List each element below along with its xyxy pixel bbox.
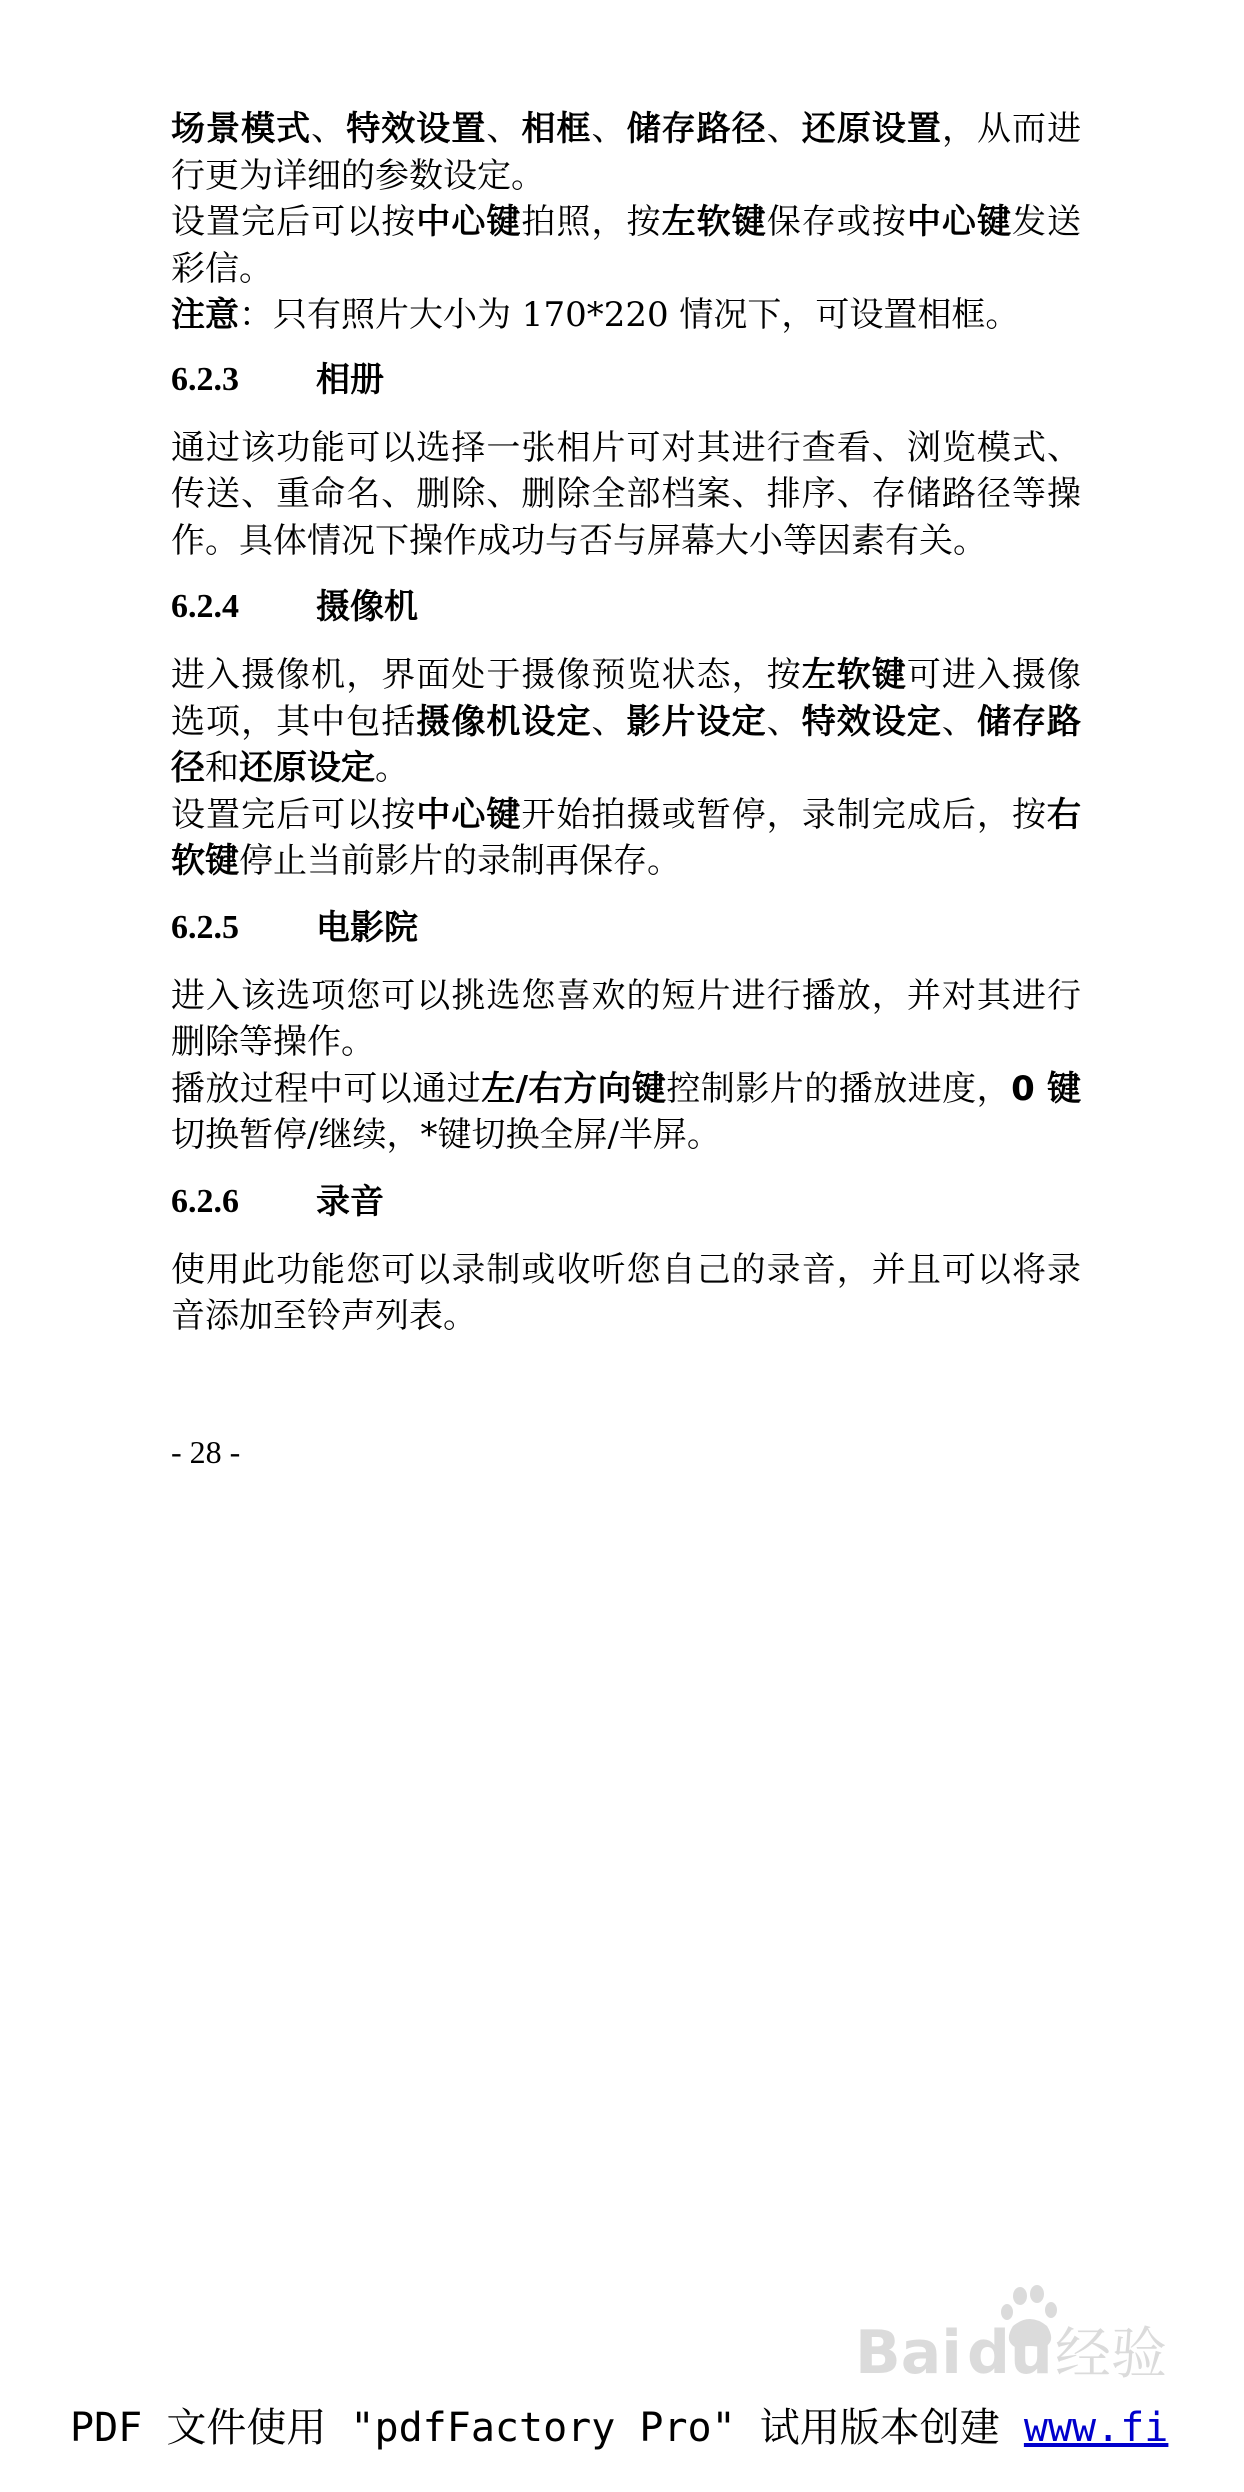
- section-number: 6.2.4: [171, 588, 239, 625]
- paragraph-camcorder: [171, 652, 1081, 792]
- text: 播放过程中可以通过: [171, 1068, 482, 1109]
- text: 切换暂停/继续，*键切换全屏/半屏。: [171, 1115, 721, 1155]
- pdf-footer: [70, 2396, 1168, 2453]
- paragraph-album: 通过该功能可以选择一张相片可对其进行查看、浏览模式、传送、重命名、删除、删除全部档案、排序、存储路径等操作。具体情况下操作成功与否与屏幕大小等因素有关。: [171, 427, 1081, 561]
- bold-term: 场景模式: [171, 109, 312, 149]
- paragraph-recorder: 使用此功能您可以录制或收听您自己的录音，并且可以将录音添加至铃声列表。: [171, 1249, 1081, 1336]
- paragraph-playback: [171, 1066, 1081, 1159]
- bold-term: 0 键: [1011, 1068, 1082, 1109]
- bold-term: 左/右方向键: [481, 1068, 667, 1109]
- text: 开始拍摄或暂停，录制完成后，按: [521, 794, 1048, 835]
- note-label: 注意: [171, 295, 239, 335]
- text: ：只有照片大小为 170*220 情况下，可设置相框。: [239, 295, 1020, 335]
- bold-term: 中心键: [416, 794, 522, 835]
- text: 设置完后可以按: [171, 794, 417, 835]
- paragraph-note: [171, 292, 1081, 339]
- bold-term: 还原设置: [801, 109, 942, 149]
- section-heading-album: [171, 357, 1081, 403]
- text: 、: [766, 701, 802, 742]
- bold-term: 特效设定: [801, 701, 942, 742]
- bold-term: 右软键: [171, 794, 1082, 881]
- section-number: 6.2.5: [171, 908, 239, 946]
- text: 、: [591, 701, 627, 742]
- svg-text:经验: 经验: [1055, 2322, 1167, 2387]
- text: 保存或按: [766, 202, 907, 242]
- text: 控制影片的播放进度，: [666, 1068, 1012, 1109]
- section-heading-recorder: [171, 1179, 1081, 1225]
- bold-term: 储存路径: [171, 701, 1082, 788]
- section-heading-cinema: [171, 905, 1081, 951]
- bold-term: 中心键: [906, 202, 1012, 242]
- bold-term: 摄像机设定: [416, 701, 592, 742]
- footer-text: PDF 文件使用 "pdfFactory Pro" 试用版本创建: [70, 2405, 1024, 2451]
- text: 可进入摄像选项，其中包括: [171, 655, 1082, 742]
- text: 停止当前影片的录制再保存。: [239, 841, 681, 881]
- footer-link[interactable]: www.fi: [1023, 2405, 1169, 2451]
- bold-term: 相框: [521, 109, 592, 149]
- paragraph-photo-save: [171, 199, 1081, 292]
- text: 。: [375, 748, 409, 788]
- text: 进入摄像机，界面处于摄像预览状态，按: [171, 655, 802, 695]
- text: 、: [591, 109, 627, 149]
- text: 、: [486, 109, 522, 149]
- bold-term: 中心键: [416, 202, 522, 242]
- text: ，从而进行更为详细的参数设定。: [171, 109, 1082, 196]
- section-number: 6.2.3: [171, 360, 239, 398]
- svg-text:du: du: [967, 2318, 1053, 2388]
- paragraph-camera-settings: [171, 106, 1081, 199]
- section-title: 摄像机: [316, 587, 418, 627]
- text: 、: [311, 109, 347, 149]
- bold-term: 特效设置: [346, 109, 487, 149]
- text: 、: [766, 109, 802, 149]
- document-page: [171, 106, 1081, 1471]
- text: 、: [941, 701, 977, 742]
- bold-term: 还原设定: [239, 748, 375, 788]
- text: 拍照，按: [521, 202, 662, 242]
- baidu-watermark-logo: [855, 2278, 1185, 2388]
- text: 和: [205, 748, 239, 788]
- paragraph-recording: [171, 792, 1081, 885]
- section-title: 相册: [316, 359, 384, 400]
- svg-text:Bai: Bai: [855, 2318, 962, 2388]
- bold-term: 左软键: [661, 202, 767, 242]
- section-title: 录音: [316, 1181, 384, 1222]
- section-number: 6.2.6: [171, 1182, 239, 1220]
- section-title: 电影院: [316, 907, 418, 948]
- text: 设置完后可以按: [171, 202, 417, 242]
- section-heading-camcorder: [171, 584, 1081, 630]
- bold-term: 影片设定: [626, 701, 767, 742]
- bold-term: 储存路径: [626, 109, 767, 149]
- text: 发送彩信。: [171, 202, 1082, 289]
- page-number: - 28 -: [171, 1433, 241, 1470]
- bold-term: 左软键: [801, 655, 907, 695]
- paragraph-cinema: 进入该选项您可以挑选您喜欢的短片进行播放，并对其进行删除等操作。: [171, 975, 1081, 1062]
